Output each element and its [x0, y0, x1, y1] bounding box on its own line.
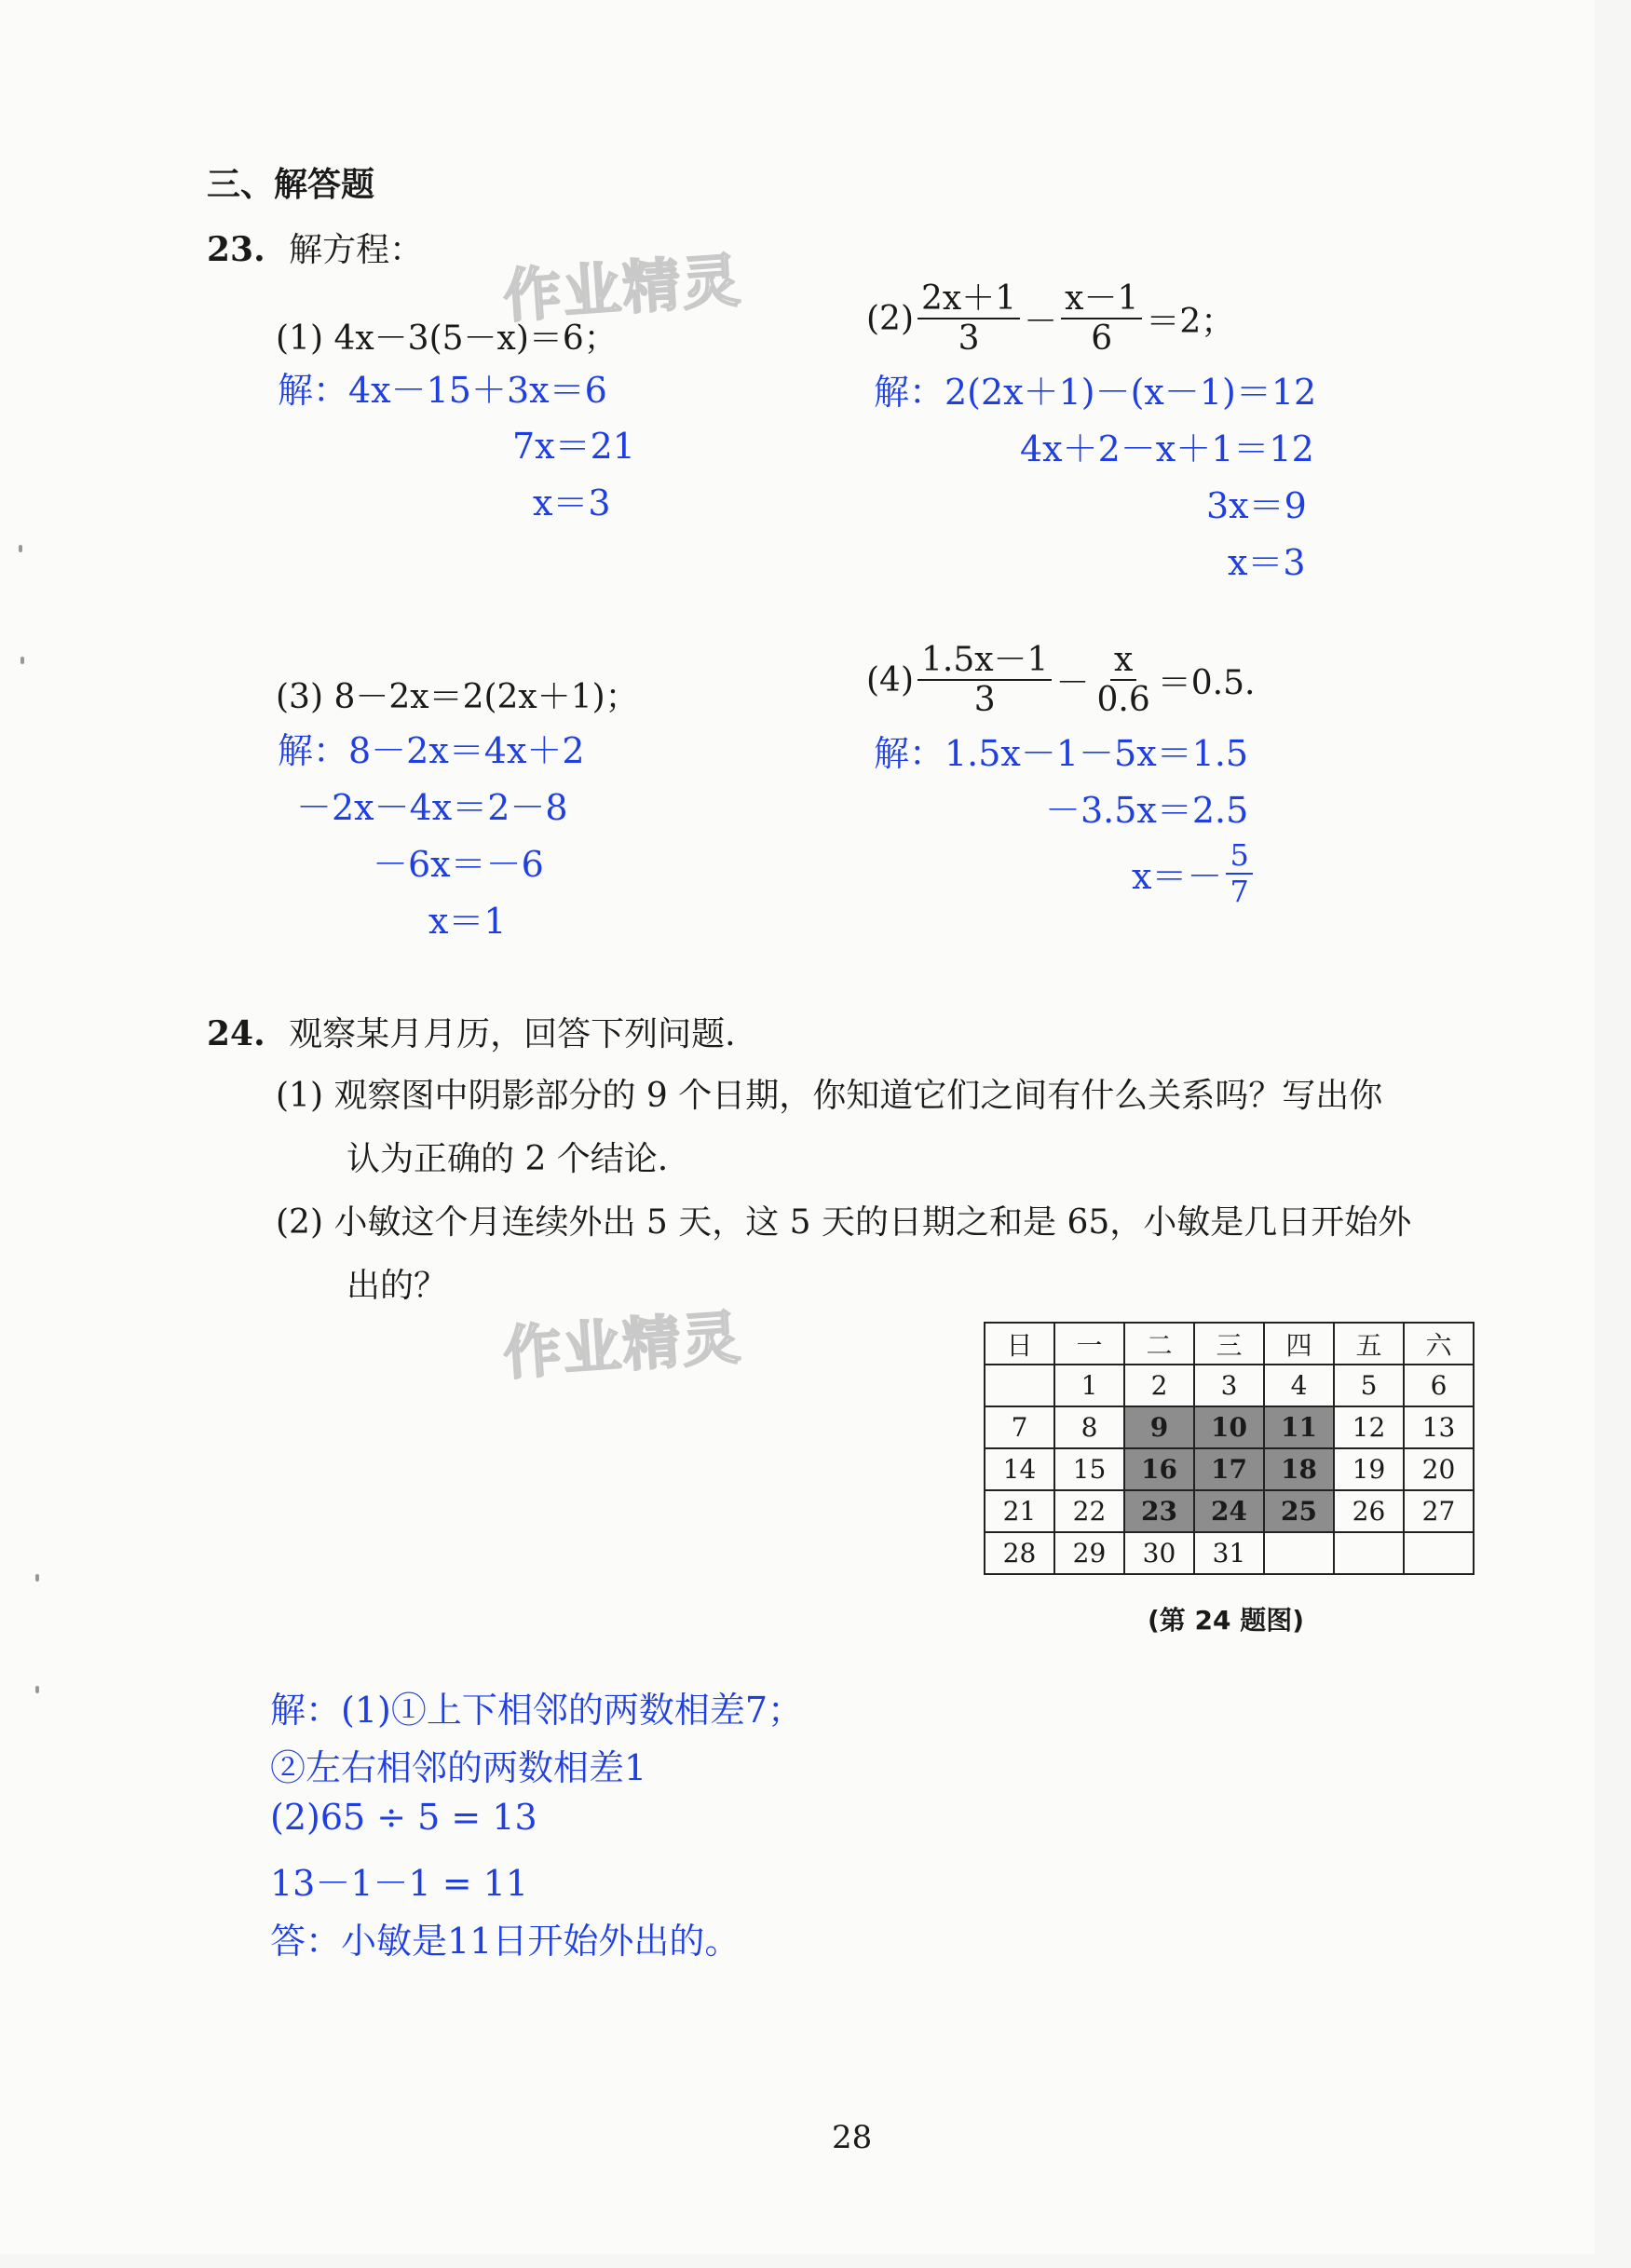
- calendar-cell: [1334, 1532, 1404, 1574]
- question-number: 23.: [207, 230, 265, 269]
- problem-3-step: x＝1: [428, 901, 507, 942]
- problem-1-step: 解：4x－15＋3x＝6: [278, 370, 607, 411]
- problem-3-step: －6x＝－6: [373, 844, 544, 885]
- fraction: $\frac{1.5x-1}{3}$: [917, 641, 1052, 720]
- calendar-cell: 12: [1334, 1406, 1404, 1448]
- question-24-header: [207, 1008, 736, 1055]
- problem-2-step: 解：2(2x＋1)－(x－1)＝12: [874, 372, 1317, 413]
- calendar-cell-shaded: 25: [1264, 1490, 1334, 1532]
- calendar-cell: 31: [1194, 1532, 1264, 1574]
- problem-3-step: －2x－4x＝2－8: [296, 787, 568, 828]
- calendar-cell-shaded: 23: [1124, 1490, 1194, 1532]
- problem-4-step: 解：1.5x－1－5x＝1.5: [874, 733, 1249, 774]
- calendar-cell: 5: [1334, 1365, 1404, 1406]
- calendar-cell: 26: [1334, 1490, 1404, 1532]
- problem-1-step: 7x＝21: [512, 426, 635, 467]
- calendar-cell: 1: [1054, 1365, 1124, 1406]
- calendar-cell: [1264, 1532, 1334, 1574]
- figure-caption: (第 24 题图): [1148, 1605, 1305, 1636]
- calendar-table: [984, 1322, 1475, 1575]
- watermark: 作业精灵: [501, 246, 744, 331]
- problem-2-step: 4x＋2－x＋1＝12: [1020, 428, 1314, 469]
- calendar-header: 五: [1334, 1323, 1404, 1365]
- calendar-cell-shaded: 16: [1124, 1448, 1194, 1490]
- calendar-cell: [985, 1365, 1054, 1406]
- fraction: $\frac{x-1}{6}$: [1061, 279, 1142, 359]
- calendar-cell: 15: [1054, 1448, 1124, 1490]
- calendar-cell-shaded: 9: [1124, 1406, 1194, 1448]
- fraction: $\frac{x}{0.6}$: [1096, 641, 1150, 720]
- question-24-part-1: (1) 观察图中阴影部分的 9 个日期，你知道它们之间有什么关系吗？写出你: [276, 1077, 1383, 1115]
- answer-line: 答：小敏是11日开始外出的。: [270, 1921, 741, 1962]
- question-title: 观察某月月历，回答下列问题.: [289, 1015, 736, 1053]
- calendar-cell: 4: [1264, 1365, 1334, 1406]
- calendar-cell: 8: [1054, 1406, 1124, 1448]
- calendar-row: [985, 1406, 1474, 1448]
- calendar-cell: 13: [1404, 1406, 1474, 1448]
- answer-line: (2)65 ÷ 5 = 13: [270, 1797, 537, 1838]
- calendar-cell: 28: [985, 1532, 1054, 1574]
- calendar-row: [985, 1532, 1474, 1574]
- calendar-cell: 6: [1404, 1365, 1474, 1406]
- problem-4-equation: (4) $\frac{1.5x-1}{3}$ － $\frac{x}{0.6}$ ＝0.5.: [866, 641, 1256, 720]
- fraction: $\frac{5}{7}$: [1226, 838, 1252, 909]
- page-number: 28: [832, 2119, 873, 2156]
- calendar-cell: 14: [985, 1448, 1054, 1490]
- question-24-part-2-cont: 出的？: [347, 1267, 448, 1305]
- problem-2-equation: (2) $\frac{2x+1}{3}$ － $\frac{x-1}{6}$ ＝2；: [866, 279, 1235, 359]
- calendar-row: [985, 1490, 1474, 1532]
- question-23-header: [207, 224, 423, 271]
- calendar-cell: 29: [1054, 1532, 1124, 1574]
- fraction: $\frac{2x+1}{3}$: [917, 279, 1020, 359]
- calendar-cell-shaded: 18: [1264, 1448, 1334, 1490]
- calendar-cell-shaded: 24: [1194, 1490, 1264, 1532]
- calendar-cell-shaded: 10: [1194, 1406, 1264, 1448]
- calendar-cell: 20: [1404, 1448, 1474, 1490]
- calendar-header-row: [985, 1323, 1474, 1365]
- scan-mark: [20, 657, 24, 664]
- calendar-cell: [1404, 1532, 1474, 1574]
- scan-mark: [35, 1686, 39, 1693]
- calendar-row: [985, 1365, 1474, 1406]
- answer-line: ②左右相邻的两数相差1: [270, 1747, 647, 1788]
- calendar-cell: 27: [1404, 1490, 1474, 1532]
- question-title: 解方程：: [289, 231, 424, 269]
- scan-mark: [19, 545, 22, 552]
- problem-1-equation: (1) 4x－3(5－x)＝6；: [276, 319, 618, 358]
- calendar-cell-shaded: 11: [1264, 1406, 1334, 1448]
- problem-2-step: 3x＝9: [1206, 485, 1307, 526]
- calendar-cell: 21: [985, 1490, 1054, 1532]
- calendar-header: 日: [985, 1323, 1054, 1365]
- question-number: 24.: [207, 1014, 265, 1053]
- answer-line: 解：(1)①上下相邻的两数相差7；: [270, 1690, 804, 1731]
- calendar-header: 一: [1054, 1323, 1124, 1365]
- calendar-cell: 3: [1194, 1365, 1264, 1406]
- calendar-cell: 7: [985, 1406, 1054, 1448]
- answer-line: 13－1－1 = 11: [270, 1863, 529, 1904]
- problem-4-step: x＝－ $\frac{5}{7}$: [1132, 838, 1257, 909]
- calendar-header: 三: [1194, 1323, 1264, 1365]
- calendar-cell: 19: [1334, 1448, 1404, 1490]
- calendar-cell: 2: [1124, 1365, 1194, 1406]
- problem-1-step: x＝3: [533, 482, 611, 523]
- problem-4-step: －3.5x＝2.5: [1045, 790, 1249, 831]
- problem-2-step: x＝3: [1228, 542, 1306, 583]
- scan-mark: [35, 1574, 39, 1582]
- problem-3-equation: (3) 8－2x＝2(2x＋1)；: [276, 678, 639, 716]
- calendar-cell: 30: [1124, 1532, 1194, 1574]
- calendar-cell: 22: [1054, 1490, 1124, 1532]
- question-24-part-1-cont: 认为正确的 2 个结论.: [347, 1140, 669, 1178]
- section-title: 三、解答题: [207, 166, 375, 204]
- calendar-header: 六: [1404, 1323, 1474, 1365]
- problem-3-step: 解：8－2x＝4x＋2: [278, 730, 585, 771]
- calendar-header: 二: [1124, 1323, 1194, 1365]
- calendar-cell-shaded: 17: [1194, 1448, 1264, 1490]
- calendar-row: [985, 1448, 1474, 1490]
- calendar-header: 四: [1264, 1323, 1334, 1365]
- watermark: 作业精灵: [501, 1303, 744, 1388]
- question-24-part-2: (2) 小敏这个月连续外出 5 天，这 5 天的日期之和是 65，小敏是几日开始外: [276, 1203, 1412, 1242]
